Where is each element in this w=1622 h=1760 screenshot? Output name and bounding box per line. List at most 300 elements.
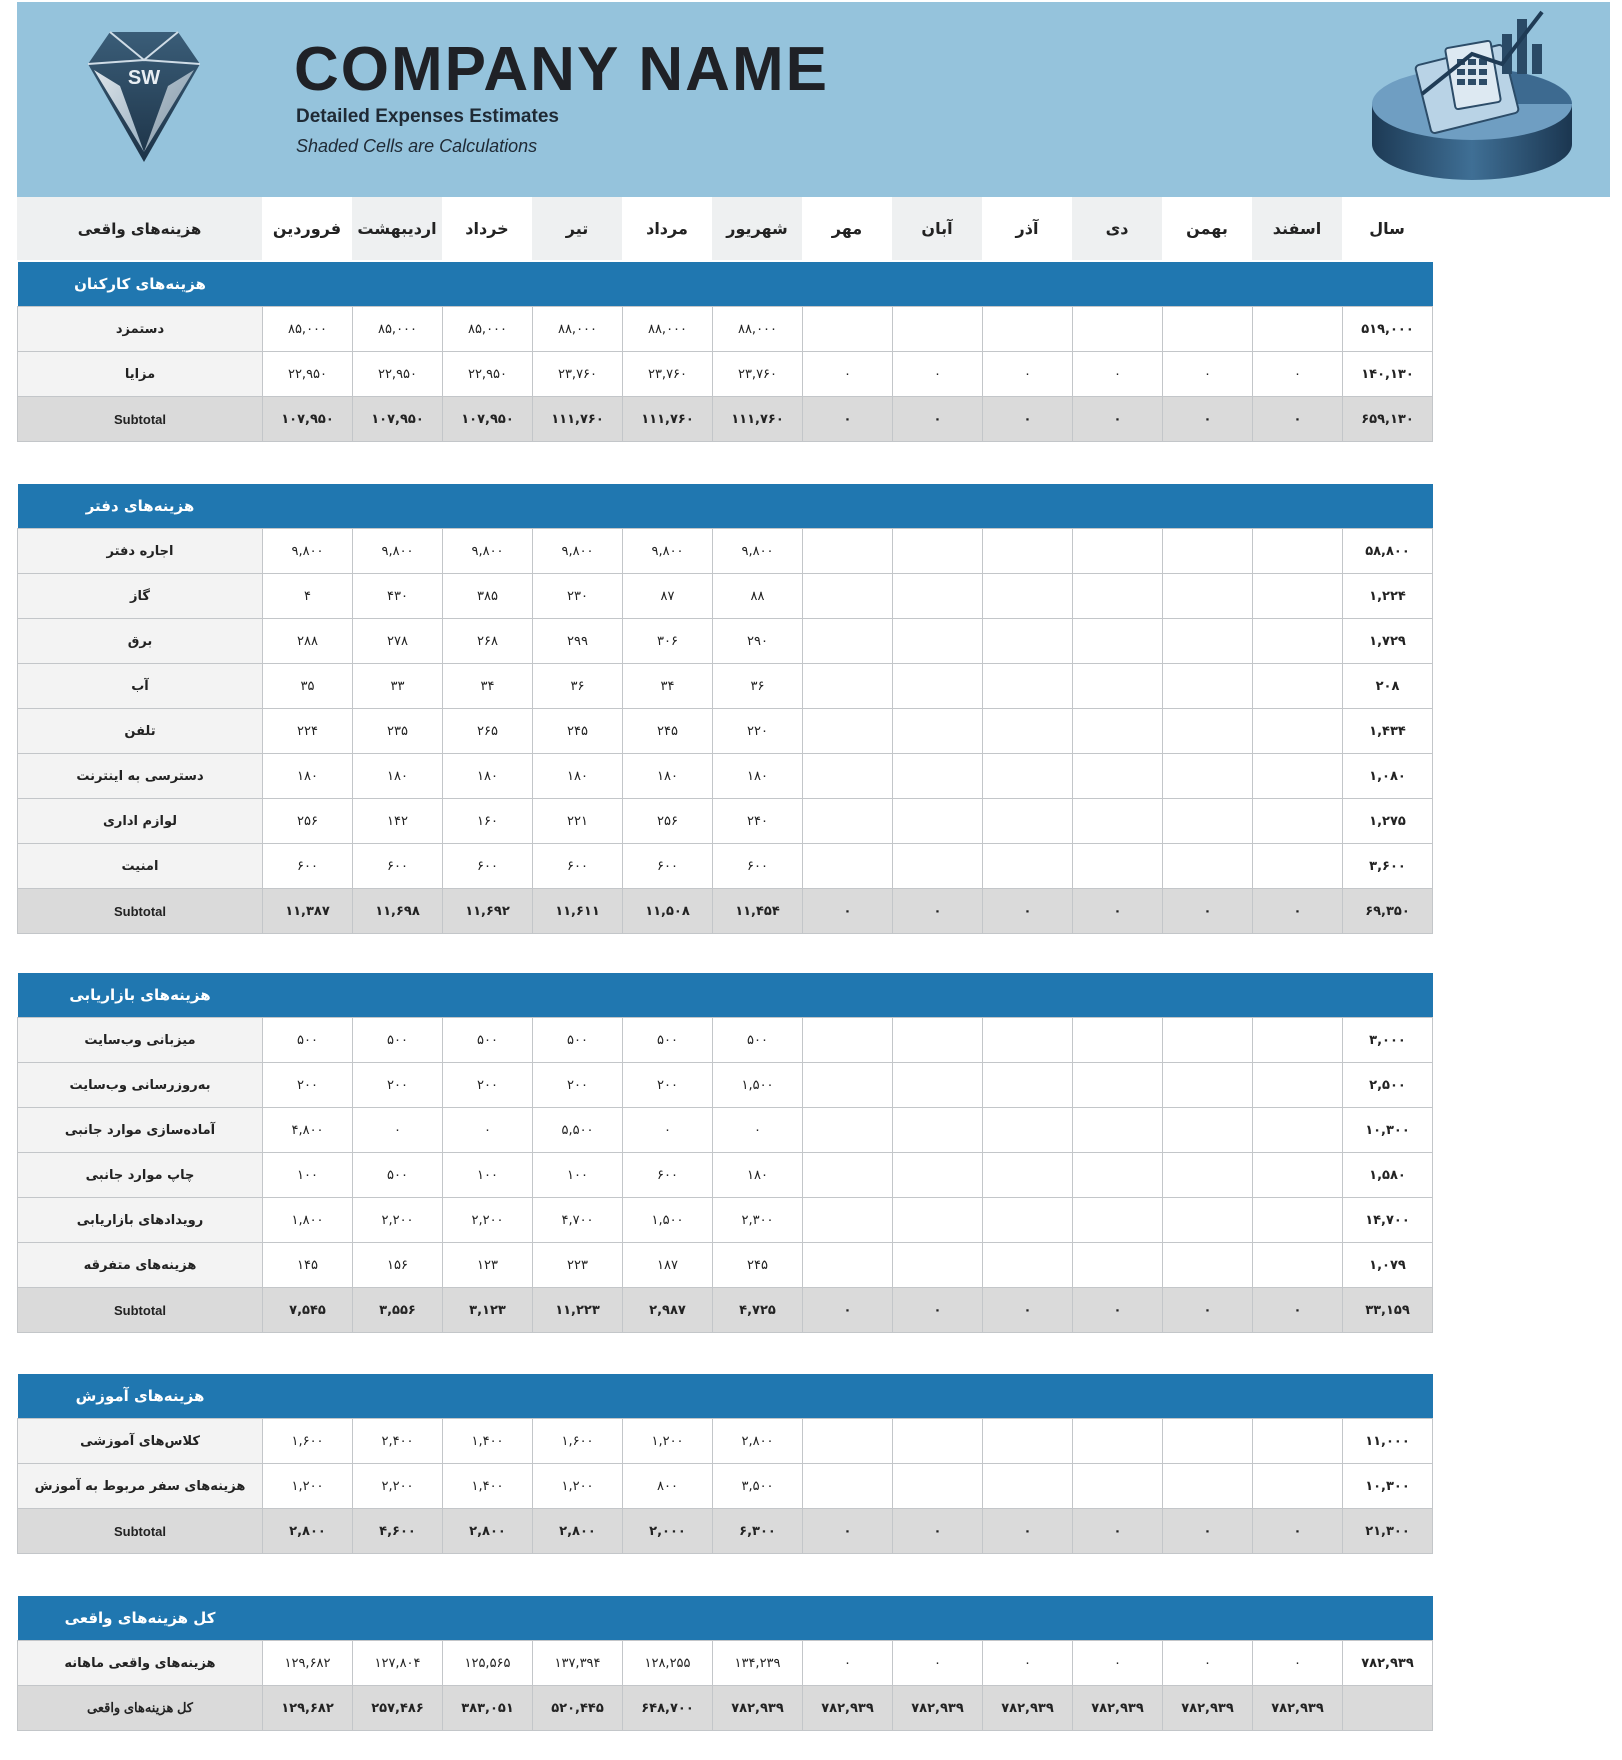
- month-value-cell: [1073, 307, 1163, 352]
- month-value-cell: ۰: [1253, 1509, 1343, 1554]
- month-value-cell: ۰: [803, 1288, 893, 1333]
- month-value-cell: ۲۴۵: [623, 709, 713, 754]
- svg-text:SW: SW: [127, 67, 161, 89]
- column-header-month: آبان: [892, 197, 982, 260]
- month-value-cell: [1163, 619, 1253, 664]
- month-value-cell: ۲۵۷,۴۸۶: [353, 1686, 443, 1731]
- month-value-cell: [803, 1243, 893, 1288]
- month-value-cell: [1073, 1243, 1163, 1288]
- month-value-cell: [1163, 1243, 1253, 1288]
- month-value-cell: ۰: [1253, 397, 1343, 442]
- month-value-cell: [803, 1464, 893, 1509]
- month-value-cell: ۰: [1073, 1509, 1163, 1554]
- month-value-cell: ۸۸,۰۰۰: [713, 307, 803, 352]
- month-value-cell: ۶۰۰: [713, 844, 803, 889]
- month-value-cell: ۵۲۰,۴۴۵: [533, 1686, 623, 1731]
- month-value-cell: ۲۶۸: [443, 619, 533, 664]
- month-value-cell: ۱۲۵,۵۶۵: [443, 1641, 533, 1686]
- year-total-cell: ۳۳,۱۵۹: [1343, 1288, 1433, 1333]
- month-value-cell: ۸۵,۰۰۰: [443, 307, 533, 352]
- month-value-cell: [1073, 844, 1163, 889]
- month-value-cell: ۲۲۱: [533, 799, 623, 844]
- month-value-cell: [803, 664, 893, 709]
- table-row: [18, 799, 1433, 844]
- month-value-cell: ۰: [803, 889, 893, 934]
- table-row: [18, 1108, 1433, 1153]
- month-value-cell: [893, 1464, 983, 1509]
- row-label: مزایا: [18, 352, 263, 397]
- section-title: هزینه‌های کارکنان: [18, 262, 263, 307]
- month-value-cell: ۱۰۷,۹۵۰: [263, 397, 353, 442]
- month-value-cell: ۱۵۶: [353, 1243, 443, 1288]
- month-value-cell: [893, 844, 983, 889]
- column-header-row: [17, 197, 1432, 260]
- month-value-cell: [983, 1153, 1073, 1198]
- month-value-cell: ۴۳۰: [353, 574, 443, 619]
- month-value-cell: [1163, 1198, 1253, 1243]
- month-value-cell: [1163, 1063, 1253, 1108]
- month-value-cell: ۲۹۰: [713, 619, 803, 664]
- month-value-cell: ۱۰۰: [263, 1153, 353, 1198]
- month-value-cell: [803, 1198, 893, 1243]
- month-value-cell: ۴,۶۰۰: [353, 1509, 443, 1554]
- column-header-month: مهر: [802, 197, 892, 260]
- year-total-cell: ۱۰,۳۰۰: [1343, 1464, 1433, 1509]
- month-value-cell: [893, 574, 983, 619]
- month-value-cell: ۰: [803, 397, 893, 442]
- month-value-cell: [1253, 1198, 1343, 1243]
- month-value-cell: [983, 1018, 1073, 1063]
- month-value-cell: ۲۲,۹۵۰: [263, 352, 353, 397]
- month-value-cell: [1073, 619, 1163, 664]
- month-value-cell: ۲,۹۸۷: [623, 1288, 713, 1333]
- month-value-cell: [803, 799, 893, 844]
- month-value-cell: ۹,۸۰۰: [353, 529, 443, 574]
- section-title: کل هزینه‌های واقعی: [18, 1596, 263, 1641]
- month-value-cell: [1073, 1464, 1163, 1509]
- month-value-cell: ۵۰۰: [443, 1018, 533, 1063]
- month-value-cell: [1163, 1108, 1253, 1153]
- month-value-cell: ۰: [1073, 1641, 1163, 1686]
- table-row: [18, 1198, 1433, 1243]
- month-value-cell: ۲۲,۹۵۰: [443, 352, 533, 397]
- month-value-cell: ۰: [1163, 1288, 1253, 1333]
- month-value-cell: [803, 709, 893, 754]
- month-value-cell: [1253, 1018, 1343, 1063]
- month-value-cell: ۰: [893, 397, 983, 442]
- month-value-cell: [1253, 574, 1343, 619]
- year-total-cell: ۷۸۲,۹۳۹: [1343, 1641, 1433, 1686]
- month-value-cell: [1253, 754, 1343, 799]
- month-value-cell: [1163, 307, 1253, 352]
- subtotal-row: [18, 397, 1433, 442]
- month-value-cell: ۹,۸۰۰: [533, 529, 623, 574]
- subtotal-row: [18, 1288, 1433, 1333]
- month-value-cell: [1253, 664, 1343, 709]
- section-header-bar: [18, 1374, 1433, 1419]
- month-value-cell: ۸۷: [623, 574, 713, 619]
- month-value-cell: ۲۰۰: [353, 1063, 443, 1108]
- month-value-cell: [803, 1153, 893, 1198]
- month-value-cell: ۲۶۵: [443, 709, 533, 754]
- month-value-cell: ۰: [893, 1509, 983, 1554]
- year-total-cell: ۱,۲۷۵: [1343, 799, 1433, 844]
- month-value-cell: [983, 844, 1073, 889]
- month-value-cell: [893, 1018, 983, 1063]
- month-value-cell: ۳۴: [623, 664, 713, 709]
- month-value-cell: ۰: [1073, 352, 1163, 397]
- year-total-cell: ۱,۰۷۹: [1343, 1243, 1433, 1288]
- section-header-bar: [18, 973, 1433, 1018]
- column-header-month: دی: [1072, 197, 1162, 260]
- report-header: [17, 2, 1610, 197]
- month-value-cell: ۱۱۱,۷۶۰: [623, 397, 713, 442]
- column-header-month: تیر: [532, 197, 622, 260]
- month-value-cell: [983, 1419, 1073, 1464]
- table-row: [18, 529, 1433, 574]
- row-label: هزینه‌های متفرقه: [18, 1243, 263, 1288]
- year-total-cell: ۱,۲۲۴: [1343, 574, 1433, 619]
- month-value-cell: ۰: [1073, 889, 1163, 934]
- month-value-cell: ۱۳۷,۳۹۴: [533, 1641, 623, 1686]
- month-value-cell: ۰: [893, 352, 983, 397]
- table-row: [18, 1419, 1433, 1464]
- month-value-cell: ۱۱,۶۹۸: [353, 889, 443, 934]
- month-value-cell: ۱۱۱,۷۶۰: [533, 397, 623, 442]
- month-value-cell: [1163, 1419, 1253, 1464]
- month-value-cell: ۳۶: [713, 664, 803, 709]
- month-value-cell: ۱۸۰: [263, 754, 353, 799]
- expense-section-table: [17, 484, 1433, 934]
- month-value-cell: ۲,۲۰۰: [353, 1198, 443, 1243]
- month-value-cell: [893, 1419, 983, 1464]
- month-value-cell: ۱۲۹,۶۸۲: [263, 1686, 353, 1731]
- month-value-cell: [983, 529, 1073, 574]
- month-value-cell: ۸۸: [713, 574, 803, 619]
- month-value-cell: ۲۸۸: [263, 619, 353, 664]
- month-value-cell: ۲۰۰: [623, 1063, 713, 1108]
- month-value-cell: ۱۲۷,۸۰۴: [353, 1641, 443, 1686]
- month-value-cell: ۱۲۹,۶۸۲: [263, 1641, 353, 1686]
- month-value-cell: ۲,۸۰۰: [713, 1419, 803, 1464]
- month-value-cell: ۰: [1253, 1641, 1343, 1686]
- row-label: Subtotal: [18, 397, 263, 442]
- month-value-cell: ۱۸۰: [623, 754, 713, 799]
- table-row: [18, 574, 1433, 619]
- month-value-cell: ۷۸۲,۹۳۹: [1253, 1686, 1343, 1731]
- row-label: کل هزینه‌های واقعی: [18, 1686, 263, 1731]
- month-value-cell: ۱۳۴,۲۳۹: [713, 1641, 803, 1686]
- month-value-cell: ۲,۸۰۰: [533, 1509, 623, 1554]
- month-value-cell: [803, 574, 893, 619]
- table-row: [18, 1243, 1433, 1288]
- month-value-cell: [1073, 664, 1163, 709]
- section-header-bar: [18, 262, 1433, 307]
- subtotal-row: [18, 1509, 1433, 1554]
- table-row: [18, 307, 1433, 352]
- month-value-cell: ۲۲۳: [533, 1243, 623, 1288]
- month-value-cell: ۲۳۵: [353, 709, 443, 754]
- month-value-cell: [1253, 1063, 1343, 1108]
- month-value-cell: ۲۰۰: [263, 1063, 353, 1108]
- month-value-cell: ۱,۲۰۰: [533, 1464, 623, 1509]
- month-value-cell: [983, 1063, 1073, 1108]
- month-value-cell: ۲۰۰: [443, 1063, 533, 1108]
- month-value-cell: ۶,۳۰۰: [713, 1509, 803, 1554]
- month-value-cell: [1073, 1198, 1163, 1243]
- table-row: [18, 1018, 1433, 1063]
- month-value-cell: ۳۰۶: [623, 619, 713, 664]
- month-value-cell: [893, 619, 983, 664]
- month-value-cell: [1073, 1018, 1163, 1063]
- month-value-cell: ۹,۸۰۰: [713, 529, 803, 574]
- month-value-cell: [983, 754, 1073, 799]
- month-value-cell: ۷۸۲,۹۳۹: [983, 1686, 1073, 1731]
- column-header-month: اردیبهشت: [352, 197, 442, 260]
- company-name: COMPANY NAME: [294, 35, 829, 104]
- month-value-cell: ۶۰۰: [443, 844, 533, 889]
- month-value-cell: [803, 529, 893, 574]
- expense-section-table: [17, 1374, 1433, 1554]
- month-value-cell: ۲۵۶: [263, 799, 353, 844]
- finance-chart-illustration-icon: [1362, 4, 1582, 194]
- year-total-cell: ۵۱۹,۰۰۰: [1343, 307, 1433, 352]
- month-value-cell: ۱۸۰: [713, 754, 803, 799]
- month-value-cell: ۶۰۰: [533, 844, 623, 889]
- year-total-cell: ۲۰۸: [1343, 664, 1433, 709]
- month-value-cell: ۱,۴۰۰: [443, 1419, 533, 1464]
- month-value-cell: ۰: [353, 1108, 443, 1153]
- table-row: [18, 1063, 1433, 1108]
- month-value-cell: ۶۰۰: [353, 844, 443, 889]
- section-header-bar: [18, 1596, 1433, 1641]
- column-header-month: آذر: [982, 197, 1072, 260]
- month-value-cell: ۲۲,۹۵۰: [353, 352, 443, 397]
- month-value-cell: ۲۴۵: [713, 1243, 803, 1288]
- month-value-cell: ۲,۰۰۰: [623, 1509, 713, 1554]
- row-label: هزینه‌های واقعی ماهانه: [18, 1641, 263, 1686]
- month-value-cell: ۱۱,۴۵۴: [713, 889, 803, 934]
- row-label: Subtotal: [18, 889, 263, 934]
- month-value-cell: ۱۱,۵۰۸: [623, 889, 713, 934]
- month-value-cell: ۶۰۰: [623, 844, 713, 889]
- month-value-cell: ۲۴۵: [533, 709, 623, 754]
- section-title: هزینه‌های دفتر: [18, 484, 263, 529]
- month-value-cell: ۰: [1073, 1288, 1163, 1333]
- section-header-bar: [18, 484, 1433, 529]
- column-header-month: شهریور: [712, 197, 802, 260]
- month-value-cell: ۰: [983, 1288, 1073, 1333]
- month-value-cell: [1253, 1464, 1343, 1509]
- month-value-cell: ۰: [1073, 397, 1163, 442]
- month-value-cell: ۴,۷۰۰: [533, 1198, 623, 1243]
- month-value-cell: [803, 754, 893, 799]
- row-label: گاز: [18, 574, 263, 619]
- month-value-cell: [983, 799, 1073, 844]
- month-value-cell: ۲,۲۰۰: [443, 1198, 533, 1243]
- expense-section-table: [17, 262, 1433, 442]
- month-value-cell: ۱,۵۰۰: [623, 1198, 713, 1243]
- month-value-cell: ۱,۶۰۰: [533, 1419, 623, 1464]
- month-value-cell: ۰: [803, 352, 893, 397]
- month-value-cell: [983, 574, 1073, 619]
- month-value-cell: ۱۴۲: [353, 799, 443, 844]
- month-value-cell: ۳۶: [533, 664, 623, 709]
- month-value-cell: [1073, 754, 1163, 799]
- month-value-cell: [983, 1198, 1073, 1243]
- month-value-cell: [983, 307, 1073, 352]
- row-label: دستمزد: [18, 307, 263, 352]
- row-label: لوازم اداری: [18, 799, 263, 844]
- month-value-cell: ۲۰۰: [533, 1063, 623, 1108]
- month-value-cell: [1163, 1018, 1253, 1063]
- year-total-cell: ۵۸,۸۰۰: [1343, 529, 1433, 574]
- expense-section-table: [17, 973, 1433, 1333]
- row-label: Subtotal: [18, 1509, 263, 1554]
- month-value-cell: ۱۸۰: [533, 754, 623, 799]
- month-value-cell: ۱۸۰: [353, 754, 443, 799]
- month-value-cell: ۳۸۳,۰۵۱: [443, 1686, 533, 1731]
- year-total-cell: ۱,۵۸۰: [1343, 1153, 1433, 1198]
- table-row: [18, 619, 1433, 664]
- month-value-cell: ۷۸۲,۹۳۹: [713, 1686, 803, 1731]
- month-value-cell: ۱۱۱,۷۶۰: [713, 397, 803, 442]
- month-value-cell: [893, 664, 983, 709]
- table-row: [18, 1464, 1433, 1509]
- month-value-cell: [983, 1464, 1073, 1509]
- row-label: به‌روزرسانی وب‌سایت: [18, 1063, 263, 1108]
- table-row: [18, 352, 1433, 397]
- month-value-cell: ۲۲۴: [263, 709, 353, 754]
- month-value-cell: ۳۵: [263, 664, 353, 709]
- row-label: چاپ موارد جانبی: [18, 1153, 263, 1198]
- month-value-cell: ۲۷۸: [353, 619, 443, 664]
- table-row: [18, 844, 1433, 889]
- month-value-cell: ۸۰۰: [623, 1464, 713, 1509]
- month-value-cell: ۸۵,۰۰۰: [353, 307, 443, 352]
- month-value-cell: [893, 799, 983, 844]
- table-row: [18, 1153, 1433, 1198]
- month-value-cell: ۷۸۲,۹۳۹: [893, 1686, 983, 1731]
- month-value-cell: [1163, 529, 1253, 574]
- month-value-cell: [1073, 574, 1163, 619]
- month-value-cell: ۱,۲۰۰: [263, 1464, 353, 1509]
- month-value-cell: [1163, 574, 1253, 619]
- month-value-cell: ۸۸,۰۰۰: [623, 307, 713, 352]
- column-header-month: اسفند: [1252, 197, 1342, 260]
- year-total-cell: ۳,۰۰۰: [1343, 1018, 1433, 1063]
- month-value-cell: [1073, 799, 1163, 844]
- month-value-cell: ۰: [983, 352, 1073, 397]
- month-value-cell: ۳,۱۲۳: [443, 1288, 533, 1333]
- year-total-cell: ۶۵۹,۱۳۰: [1343, 397, 1433, 442]
- month-value-cell: [1073, 1063, 1163, 1108]
- month-value-cell: ۲,۴۰۰: [353, 1419, 443, 1464]
- month-value-cell: [893, 1108, 983, 1153]
- month-value-cell: ۰: [893, 1288, 983, 1333]
- month-value-cell: ۱,۵۰۰: [713, 1063, 803, 1108]
- month-value-cell: [1253, 529, 1343, 574]
- month-value-cell: [803, 619, 893, 664]
- month-value-cell: ۱۰۷,۹۵۰: [353, 397, 443, 442]
- year-total-cell: ۱۱,۰۰۰: [1343, 1419, 1433, 1464]
- month-value-cell: [1073, 529, 1163, 574]
- diamond-logo-icon: [80, 24, 208, 164]
- monthly-total-row: [18, 1641, 1433, 1686]
- month-value-cell: ۶۰۰: [263, 844, 353, 889]
- column-header-month: خرداد: [442, 197, 532, 260]
- month-value-cell: [1163, 754, 1253, 799]
- column-header-month: مرداد: [622, 197, 712, 260]
- month-value-cell: ۱,۸۰۰: [263, 1198, 353, 1243]
- month-value-cell: ۵۰۰: [533, 1018, 623, 1063]
- month-value-cell: ۰: [443, 1108, 533, 1153]
- column-header-year: سال: [1342, 197, 1432, 260]
- row-label: برق: [18, 619, 263, 664]
- month-value-cell: ۲۳,۷۶۰: [623, 352, 713, 397]
- month-value-cell: [1253, 799, 1343, 844]
- month-value-cell: [803, 1063, 893, 1108]
- year-total-cell: ۲,۵۰۰: [1343, 1063, 1433, 1108]
- year-total-cell: [1343, 1686, 1433, 1731]
- month-value-cell: [893, 754, 983, 799]
- row-label: Subtotal: [18, 1288, 263, 1333]
- month-value-cell: [983, 1243, 1073, 1288]
- month-value-cell: [1163, 799, 1253, 844]
- month-value-cell: ۰: [803, 1641, 893, 1686]
- month-value-cell: ۷,۵۴۵: [263, 1288, 353, 1333]
- month-value-cell: ۵۰۰: [353, 1018, 443, 1063]
- month-value-cell: ۵۰۰: [623, 1018, 713, 1063]
- month-value-cell: ۰: [1253, 889, 1343, 934]
- month-value-cell: [1163, 664, 1253, 709]
- row-label: رویدادهای بازاریابی: [18, 1198, 263, 1243]
- row-label: آماده‌سازی موارد جانبی: [18, 1108, 263, 1153]
- month-value-cell: ۲۳۰: [533, 574, 623, 619]
- month-value-cell: [1253, 1108, 1343, 1153]
- year-total-cell: ۱۴۰,۱۳۰: [1343, 352, 1433, 397]
- month-value-cell: ۱,۶۰۰: [263, 1419, 353, 1464]
- month-value-cell: ۱۶۰: [443, 799, 533, 844]
- row-label: دسترسی به اینترنت: [18, 754, 263, 799]
- month-value-cell: [893, 1063, 983, 1108]
- month-value-cell: [1073, 709, 1163, 754]
- month-value-cell: ۱۴۵: [263, 1243, 353, 1288]
- month-value-cell: ۹,۸۰۰: [443, 529, 533, 574]
- month-value-cell: ۲,۳۰۰: [713, 1198, 803, 1243]
- month-value-cell: ۹,۸۰۰: [623, 529, 713, 574]
- month-value-cell: [983, 709, 1073, 754]
- month-value-cell: ۰: [893, 889, 983, 934]
- month-value-cell: ۲,۸۰۰: [263, 1509, 353, 1554]
- month-value-cell: ۱۱,۶۱۱: [533, 889, 623, 934]
- month-value-cell: ۰: [983, 1641, 1073, 1686]
- month-value-cell: ۱۰۰: [533, 1153, 623, 1198]
- year-total-cell: ۱۰,۳۰۰: [1343, 1108, 1433, 1153]
- month-value-cell: ۰: [983, 1509, 1073, 1554]
- month-value-cell: ۳,۵۰۰: [713, 1464, 803, 1509]
- month-value-cell: [803, 1108, 893, 1153]
- month-value-cell: [1253, 1243, 1343, 1288]
- month-value-cell: [893, 1153, 983, 1198]
- month-value-cell: [803, 307, 893, 352]
- month-value-cell: [1163, 709, 1253, 754]
- column-header-label: هزینه‌های واقعی: [17, 197, 262, 260]
- month-value-cell: ۲۳,۷۶۰: [713, 352, 803, 397]
- month-value-cell: ۳,۵۵۶: [353, 1288, 443, 1333]
- month-value-cell: ۰: [803, 1509, 893, 1554]
- report-note: Shaded Cells are Calculations: [296, 136, 538, 156]
